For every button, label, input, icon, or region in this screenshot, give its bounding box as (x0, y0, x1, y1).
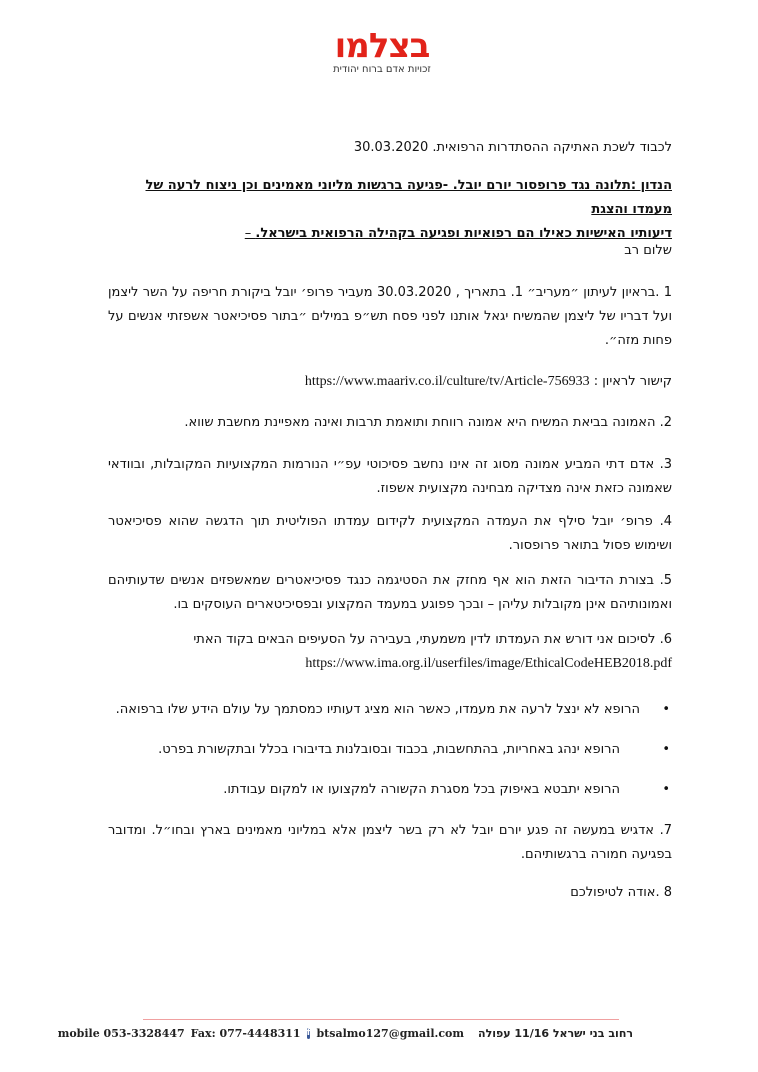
subject-heading (108, 174, 672, 246)
subject-line-2-text: דיעותיו האישיות כאילו הם רפואיות ופגיעה בקהילה הרפואית בישראל. (255, 226, 672, 241)
paragraph-6-text: 6. לסיכום אני דורש את העמדתו לדין משמעתי, בעבירה על הסעיפים הבאים בקוד האתי (193, 632, 672, 647)
paragraph-3: 3. אדם דתי המביע אמונה מסוג זה אינו נחשב פסיכוטי עפ״י הנורמות המקצועיות המקובלות, ובוודאי שאמונה כזאת אינה מצדיקה מבחינה מקצועית אשפוז. (108, 457, 672, 496)
bullet-text: הרופא לא ינצל לרעה את מעמדו, כאשר הוא מציג דעותיו כמסתמך על עולם הידע שלו ברפואה. (115, 702, 640, 717)
link-label: קישור לראיון : (589, 374, 672, 389)
logo-tagline: זכויות אדם ברוח יהודית (333, 64, 431, 75)
interview-link-line (108, 370, 672, 394)
ethics-code-link[interactable]: https://www.ima.org.il/userfiles/image/EthicalCodeHEB2018.pdf (305, 656, 672, 671)
bullet-icon: • (662, 782, 670, 797)
logo-name: בצלמו (334, 26, 430, 66)
paragraph-8: 8 .אודה לטיפולכם (570, 885, 672, 900)
paragraph-2: 2. האמונה בביאת המשיח היא אמונה רווחת ותואמת תרבות ואינה מאפיינת מחשבת שווא. (184, 415, 672, 430)
footer-address: רחוב בני ישראל 11/16 עפולה (478, 1026, 633, 1040)
footer-email[interactable]: btsalmo127@gmail.com (316, 1026, 465, 1040)
footer-mobile: mobile 053-3328447 (57, 1026, 185, 1040)
subject-dash: – (244, 226, 256, 241)
greeting: שלום רב (624, 243, 672, 258)
footer-divider (143, 1019, 619, 1020)
facebook-icon[interactable]: f (306, 1027, 311, 1038)
footer-fax: Fax: 077-4448311 (190, 1026, 301, 1040)
bullet-icon: • (662, 742, 670, 757)
paragraph-4: 4. פרופ׳ יובל סילף את העמדה המקצועית לקידום עמדתו הפוליטית תוך הדגשה שהוא פסיכיאטר ושימוש פסול בתואר פרופסור. (108, 514, 672, 553)
organization-logo (320, 28, 444, 80)
paragraph-6 (108, 628, 672, 676)
paragraph-7: 7. אדגיש במעשה זה פגע יורם יובל לא רק בשר ליצמן אלא במליוני מאמינים בארץ ובחו״ל. ומדובר בפגיעה חמורה ברגשותיהם. (108, 823, 672, 862)
interview-link[interactable]: https://www.maariv.co.il/culture/tv/Article-756933 (304, 374, 590, 389)
bullet-text: הרופא יתבטא באיפוק בכל מסגרת הקשורה למקצועו או למקום עבודתו. (223, 782, 620, 797)
footer-contact (57, 1024, 633, 1042)
subject-line-1: הנדון :תלונה נגד פרופסור יורם יובל. -פגיעה ברגשות מליוני מאמינים וכן ניצוח לרעה של מעמדו והצגת (145, 178, 672, 217)
bullet-text: הרופא ינהג באחריות, בהתחשבות, בכבוד ובסובלנות בדיבורו בכלל ובתקשורת בפרט. (158, 742, 620, 757)
paragraph-1: 1 .בראיון לעיתון ״מעריב״ 1. בתאריך , 30.03.2020 מעביר פרופ׳ יובל ביקורת חריפה על השר ליצמן ועל דבריו של ליצמן שהמשיח יגאל אותנו לפני פסח תש״פ במילים ״בתור פסיכיאטר אשפזתי אנשים על פחות מזה״. (108, 285, 672, 348)
addressee-line: לכבוד לשכת האתיקה ההסתדרות הרפואית. 30.03.2020 (353, 140, 672, 155)
bullet-icon: • (662, 702, 670, 717)
paragraph-5: 5. בצורת הדיבור הזאת הוא אף מחזק את הסטיגמה כנגד פסיכיאטרים שמאשפזים אנשים שדעותיהם ואמונותיהם אינן מקובלות עליהן – ובכך פפוגע במעמד המקצוע ובפסיכיטארים העוסקים בו. (108, 573, 672, 612)
